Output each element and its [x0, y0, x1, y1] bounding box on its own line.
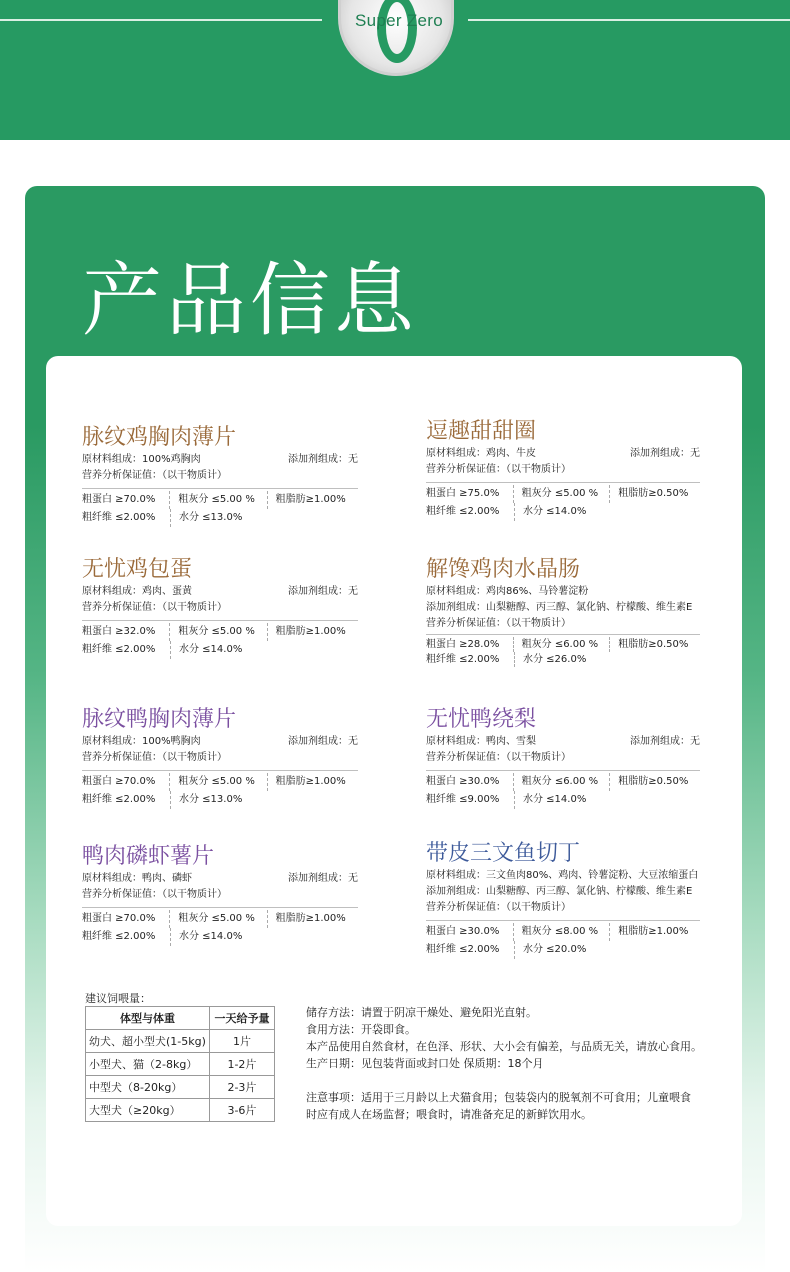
brand-logo: [338, 0, 454, 76]
protein-value: 粗蛋白 ≥30.0%: [426, 926, 500, 937]
fat-value: 粗脂肪≥1.00%: [267, 623, 358, 641]
feeding-table: [85, 1006, 275, 1122]
table-cell: 1片: [209, 1030, 274, 1053]
product-name: 解馋鸡肉水晶肠: [426, 557, 581, 582]
fat-value: 粗脂肪≥1.00%: [267, 910, 358, 928]
table-cell: 幼犬、超小型犬(1-5kg): [86, 1030, 210, 1053]
protein-value: 粗蛋白 ≥30.0%: [426, 776, 500, 787]
table-cell: 大型犬（≥20kg）: [86, 1099, 210, 1122]
ingredients-text: 原材料组成：100%鸭胸肉: [82, 736, 201, 747]
nutrition-table: [82, 488, 358, 527]
guarantee-text: 营养分析保证值：（以干物质计）: [426, 464, 571, 475]
table-cell: 3-6片: [209, 1099, 274, 1122]
product-block: [426, 418, 700, 521]
ash-value: 粗灰分 ≤5.00 %: [169, 623, 266, 641]
ingredients-line: [82, 871, 358, 887]
fiber-value: 粗纤维 ≤2.00%: [82, 512, 156, 523]
nutrition-table: [426, 770, 700, 809]
ash-value: 粗灰分 ≤5.00 %: [169, 910, 266, 928]
protein-value: 粗蛋白 ≥70.0%: [82, 913, 156, 924]
nutrition-table: [426, 920, 700, 959]
ash-value: 粗灰分 ≤5.00 %: [169, 773, 266, 791]
ingredients-line: [426, 446, 700, 462]
product-block: [82, 706, 358, 809]
guarantee-text: 营养分析保证值：（以干物质计）: [426, 902, 571, 913]
water-value: 水分 ≤14.0%: [514, 791, 612, 809]
additives-text: 添加剂组成：无: [630, 448, 700, 459]
date-text: 生产日期：见包装背面或封口处 保质期：18个月: [306, 1057, 544, 1070]
product-name: 脉纹鸭胸肉薄片: [82, 707, 237, 732]
page-title: 产品信息: [82, 254, 418, 347]
fiber-value: 粗纤维 ≤2.00%: [82, 931, 156, 942]
nutrition-table: [82, 620, 358, 659]
ash-value: 粗灰分 ≤5.00 %: [169, 491, 266, 509]
header-divider-left: [0, 19, 322, 21]
ingredients-line: [82, 734, 358, 750]
logo-text: Super Zero: [354, 11, 444, 30]
fiber-value: 粗纤维 ≤9.00%: [426, 794, 500, 805]
fat-value: 粗脂肪≥1.00%: [267, 773, 358, 791]
top-banner: [0, 0, 790, 140]
additives-text: 添加剂组成：无: [288, 873, 358, 884]
logo-emblem-icon: [377, 0, 417, 63]
notice-text: 注意事项：适用于三月龄以上犬猫食用；包装袋内的脱氧剂不可食用；儿童喂食时应有成人在场监督；喂食时，请准备充足的新鲜饮用水。: [306, 1091, 691, 1121]
fat-value: 粗脂肪≥1.00%: [267, 491, 358, 509]
ingredients-text: 原材料组成：100%鸡胸肉: [82, 454, 201, 465]
product-block: [82, 556, 358, 659]
table-header-row: [86, 1007, 275, 1030]
ingredients-text: 原材料组成：鸭肉、磷虾: [82, 873, 192, 884]
nutrition-table: [82, 770, 358, 809]
fat-value: 粗脂肪≥0.50%: [609, 485, 700, 503]
ingredients-text: 原材料组成：鸡肉、蛋黄: [82, 586, 192, 597]
table-cell: 1-2片: [209, 1053, 274, 1076]
table-row: [86, 1099, 275, 1122]
additives-text: 添加剂组成：山梨糖醇、丙三醇、氯化钠、柠檬酸、维生素E: [426, 886, 693, 897]
product-block: [82, 424, 358, 527]
product-name: 脉纹鸡胸肉薄片: [82, 425, 237, 450]
fiber-value: 粗纤维 ≤2.00%: [426, 506, 500, 517]
nutrition-table: [82, 907, 358, 946]
table-row: [86, 1076, 275, 1099]
table-cell: 中型犬（8-20kg）: [86, 1076, 210, 1099]
fat-value: 粗脂肪≥0.50%: [609, 773, 700, 791]
table-row: [86, 1030, 275, 1053]
additives-text: 添加剂组成：山梨糖醇、丙三醇、氯化钠、柠檬酸、维生素E: [426, 602, 693, 613]
fat-value: 粗脂肪≥0.50%: [609, 637, 700, 652]
water-value: 水分 ≤13.0%: [170, 791, 268, 809]
nutrition-table: [426, 482, 700, 521]
storage-text: 储存方法：请置于阴凉干燥处、避免阳光直射。: [306, 1006, 537, 1019]
ash-value: 粗灰分 ≤6.00 %: [513, 637, 610, 652]
water-value: 水分 ≤14.0%: [170, 928, 268, 946]
header-divider-right: [468, 19, 790, 21]
protein-value: 粗蛋白 ≥28.0%: [426, 639, 500, 650]
feeding-title: 建议饲喂量：: [85, 992, 151, 1005]
ash-value: 粗灰分 ≤6.00 %: [513, 773, 610, 791]
table-cell: 小型犬、猫（2-8kg）: [86, 1053, 210, 1076]
natural-text: 本产品使用自然食材，在色泽、形状、大小会有偏差，与品质无关，请放心食用。: [306, 1040, 702, 1053]
ingredients-text: 原材料组成：三文鱼肉80%、鸡肉、铃薯淀粉、大豆浓缩蛋白: [426, 870, 699, 881]
fiber-value: 粗纤维 ≤2.00%: [82, 794, 156, 805]
product-name: 鸭肉磷虾薯片: [82, 844, 215, 869]
product-name: 无忧鸭绕梨: [426, 707, 537, 732]
product-block: [426, 840, 700, 959]
product-name: 逗趣甜甜圈: [426, 419, 537, 444]
additives-text: 添加剂组成：无: [288, 736, 358, 747]
product-name: 带皮三文鱼切丁: [426, 841, 581, 866]
fiber-value: 粗纤维 ≤2.00%: [82, 644, 156, 655]
additives-text: 添加剂组成：无: [288, 454, 358, 465]
guarantee-text: 营养分析保证值：（以干物质计）: [82, 752, 227, 763]
product-block: [426, 556, 700, 667]
fiber-value: 粗纤维 ≤2.00%: [426, 654, 500, 665]
table-cell: 2-3片: [209, 1076, 274, 1099]
table-header-cell: 体型与体重: [86, 1007, 210, 1030]
ingredients-line: [82, 584, 358, 600]
protein-value: 粗蛋白 ≥70.0%: [82, 494, 156, 505]
product-block: [82, 843, 358, 946]
guarantee-text: 营养分析保证值：（以干物质计）: [426, 618, 571, 629]
guarantee-text: 营养分析保证值：（以干物质计）: [82, 889, 227, 900]
ingredients-text: 原材料组成：鸡肉86%、马铃薯淀粉: [426, 586, 589, 597]
ingredients-line: [426, 734, 700, 750]
ash-value: 粗灰分 ≤5.00 %: [513, 485, 610, 503]
fiber-value: 粗纤维 ≤2.00%: [426, 944, 500, 955]
water-value: 水分 ≤14.0%: [170, 641, 268, 659]
ingredients-text: 原材料组成：鸭肉、雪梨: [426, 736, 536, 747]
protein-value: 粗蛋白 ≥75.0%: [426, 488, 500, 499]
water-value: 水分 ≤14.0%: [514, 503, 612, 521]
table-row: [86, 1053, 275, 1076]
fat-value: 粗脂肪≥1.00%: [609, 923, 700, 941]
table-header-cell: 一天给予量: [209, 1007, 274, 1030]
water-value: 水分 ≤26.0%: [514, 652, 612, 667]
ash-value: 粗灰分 ≤8.00 %: [513, 923, 610, 941]
protein-value: 粗蛋白 ≥32.0%: [82, 626, 156, 637]
nutrition-table: [426, 634, 700, 667]
product-block: [426, 706, 700, 809]
additives-text: 添加剂组成：无: [288, 586, 358, 597]
guarantee-text: 营养分析保证值：（以干物质计）: [82, 470, 227, 481]
storage-info: [306, 1004, 706, 1072]
guarantee-text: 营养分析保证值：（以干物质计）: [426, 752, 571, 763]
protein-value: 粗蛋白 ≥70.0%: [82, 776, 156, 787]
ingredients-line: [82, 452, 358, 468]
guarantee-text: 营养分析保证值：（以干物质计）: [82, 602, 227, 613]
product-name: 无忧鸡包蛋: [82, 557, 193, 582]
ingredients-text: 原材料组成：鸡肉、牛皮: [426, 448, 536, 459]
usage-text: 食用方法：开袋即食。: [306, 1023, 416, 1036]
water-value: 水分 ≤20.0%: [514, 941, 612, 959]
water-value: 水分 ≤13.0%: [170, 509, 268, 527]
additives-text: 添加剂组成：无: [630, 736, 700, 747]
